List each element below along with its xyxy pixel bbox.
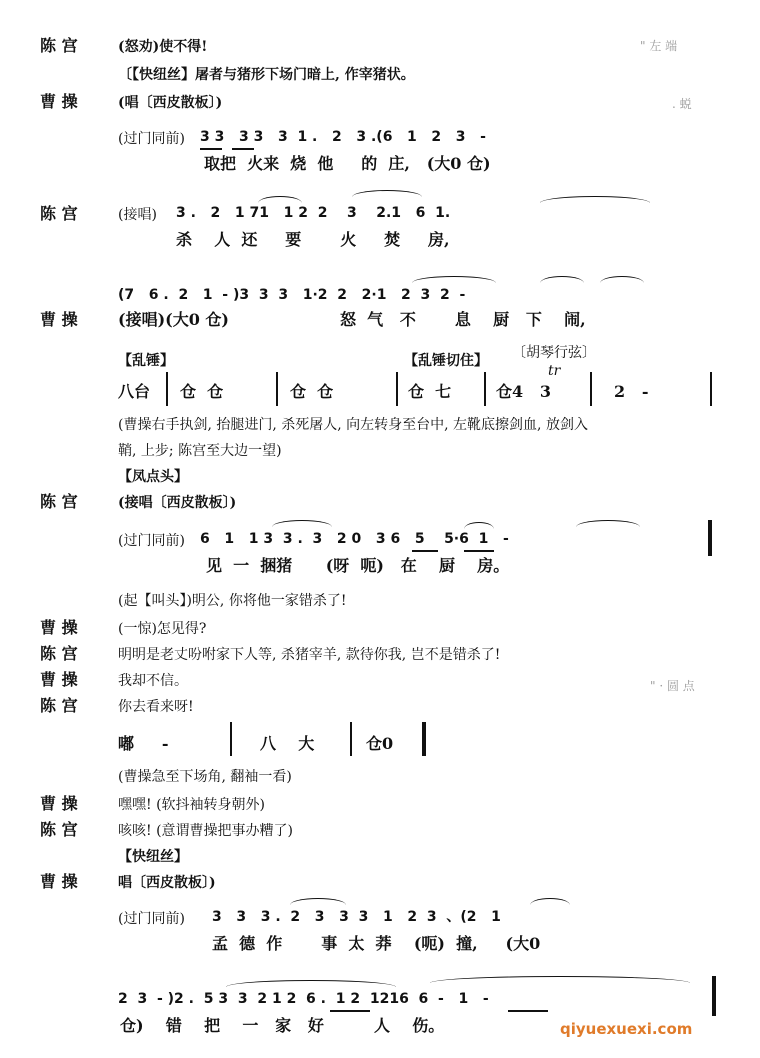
dialogue: 你去看来呀! [118,699,194,715]
score-prefix: (过门同前) [118,131,185,147]
aria-label: (唱〔西皮散板〕) [118,95,223,111]
speaker-chen-gong: 陈 宫 [40,696,78,715]
score-notes: 3 3 3 3 3 1 . 2 3 .(6 1 2 3 - [200,129,486,145]
lyric-line: 见 一 捆猪 (呀 呃) 在 厨 房。 [206,556,510,575]
speaker-chen-gong: 陈 宫 [40,644,78,663]
watermark [560,1022,692,1037]
score-prefix: (过门同前) [118,533,185,549]
score-notes: 2 3 - )2 . 5 3 3 2 1 2 6 . 1 2 1216 6 - 1 - [118,991,489,1007]
speaker-cao-cao: 曹 操 [40,670,78,689]
watermark-text: qiyuexuexi.com [560,1020,693,1038]
perc-cell: 八台 [118,382,151,401]
dialogue: 嘿嘿! (软抖袖转身朝外) [118,797,265,813]
speaker-chen-gong: 陈 宫 [40,820,78,839]
lyric-line: 仓) 错 把 一 家 好 人 伤。 [120,1016,445,1035]
perc-cell: 2 - [614,382,649,401]
dialogue: 咳咳! (意谓曹操把事办糟了) [118,823,293,839]
stage-direction: 鞘, 上步; 陈宫至大边一望) [118,443,282,459]
speaker-chen-gong: 陈 宫 [40,204,78,223]
stage-direction: 〔【快纽丝】屠者与猪形下场门暗上, 作宰猪状。 [118,67,415,83]
speaker-cao-cao: 曹 操 [40,310,78,329]
score-prefix: (过门同前) [118,911,185,927]
lyric-line: 怒 气 不 息 厨 下 闹, [340,310,586,329]
dialogue: 我却不信。 [118,673,188,689]
tune-label: 【凤点头】 [118,469,188,485]
speaker-cao-cao: 曹 操 [40,618,78,637]
score-notes: 3 3 3 . 2 3 3 3 1 2 3 、(2 1 [212,909,501,925]
lyric-prefix: (接唱)(大0 仓) [118,310,229,329]
lyric-line: 取把 火来 烧 他 的 庄, (大0 仓) [204,154,491,173]
perc-cell: 嘟 - [118,734,169,753]
tune-label: 【乱锤切住】 [404,353,488,369]
speaker-chen-gong: 陈 宫 [40,492,78,511]
score-page: " 左 端 . 蜕 " · 圆 点 陈 宫 (怒劝)使不得! 〔【快纽丝】屠者与猪形下场门暗上, 作宰猪状。 曹 操 (唱〔西皮散板〕) (过门同前) 3 3 3 3 3 1 . 2 3 .(6 1 2 3 - 取把 火来 烧 他 的 庄, (大0 仓) 陈 宫 (接唱) 3 . 2 1 71 1 2 2 3 2.1 6 1. 杀 人 还 要 火 焚 房, (7 6 . 2 1 - )3 3 3 1·2 2 2·1 2 3 2 - 曹 操 (接唱)(大0 仓) 怒 气 不 息 厨 下 闹, 【乱锤】 【乱锤切住】 〔胡琴行弦〕 tr 八台 仓 仓 仓 仓 仓 七 仓4 3 2 - (曹操右手执剑, 抬腿进门, 杀死屠人, 向左转身至台中, 左靴底擦剑血, 放剑入 鞘, 上步; 陈宫至大边一望) 【凤点头】 陈 宫 (接唱〔西皮散板〕) (过门同前) 6 1 1 3 3 . 3 2 0 3 6 5 5·6 1 - 见 一 捆猪 (呀 呃) 在 厨 房。 (起【叫头】)明公, 你将他一家错杀了! 曹 操 (一惊)怎见得? 陈 宫 明明是老丈吩咐家下人等, 杀猪宰羊, 款待你我, 岂不是错杀了! 曹 操 我却不信。 陈 宫 你去看来呀! 嘟 - 八 大 仓0 (曹操急至下场角, 翻袖一看) 曹 操 嘿嘿! (软抖袖转身朝外) 陈 宫 咳咳! (意谓曹操把事办糟了) 【快纽丝】 曹 操 唱〔西皮散板〕) (过门同前) 3 3 3 . 2 3 3 3 1 2 3 、(2 1 孟 德 作 事 太 莽 (呃) 撞, (大0 2 3 - )2 . 5 3 3 2 1 2 6 . 1 2 1216 6 - 1 - 仓) 错 把 一 家 好 人 伤。 qiyuexuexi.com [0,0,760,1058]
lyric-line: 孟 德 作 事 太 莽 (呃) 撞, (大0 [212,934,541,953]
score-prefix: (接唱) [118,207,157,223]
perc-cell: 仓 仓 [290,382,334,401]
stage-direction: (起【叫头】)明公, 你将他一家错杀了! [118,593,347,609]
trill-mark: tr [548,363,561,379]
perc-cell: 仓 七 [408,382,452,401]
speaker-chen-gong: 陈 宫 [40,36,78,55]
aria-label: 唱〔西皮散板〕) [118,875,216,891]
perc-cell: 八 大 [260,734,315,753]
speaker-cao-cao: 曹 操 [40,872,78,891]
score-notes: (7 6 . 2 1 - )3 3 3 1·2 2 2·1 2 3 2 - [118,287,466,303]
tune-label: 〔胡琴行弦〕 [512,345,596,361]
speaker-cao-cao: 曹 操 [40,794,78,813]
score-notes: 3 . 2 1 71 1 2 2 3 2.1 6 1. [176,205,451,221]
tune-label: 【乱锤】 [118,353,174,369]
speaker-cao-cao: 曹 操 [40,92,78,111]
tune-label: 【快纽丝】 [118,849,188,865]
dialogue: (一惊)怎见得? [118,621,207,637]
score-notes: 6 1 1 3 3 . 3 2 0 3 6 5 5·6 1 - [200,531,509,547]
lyric-line: 杀 人 还 要 火 焚 房, [176,230,450,249]
dialogue: 明明是老丈吩咐家下人等, 杀猪宰羊, 款待你我, 岂不是错杀了! [118,647,501,663]
aria-label: (接唱〔西皮散板〕) [118,495,237,511]
stage-direction: (曹操右手执剑, 抬腿进门, 杀死屠人, 向左转身至台中, 左靴底擦剑血, 放剑入 [118,417,588,433]
dialogue: (怒劝)使不得! [118,39,208,55]
stage-direction: (曹操急至下场角, 翻袖一看) [118,769,292,785]
perc-cell: 仓0 [366,734,394,753]
perc-cell: 仓4 3 [496,382,551,401]
perc-cell: 仓 仓 [180,382,224,401]
